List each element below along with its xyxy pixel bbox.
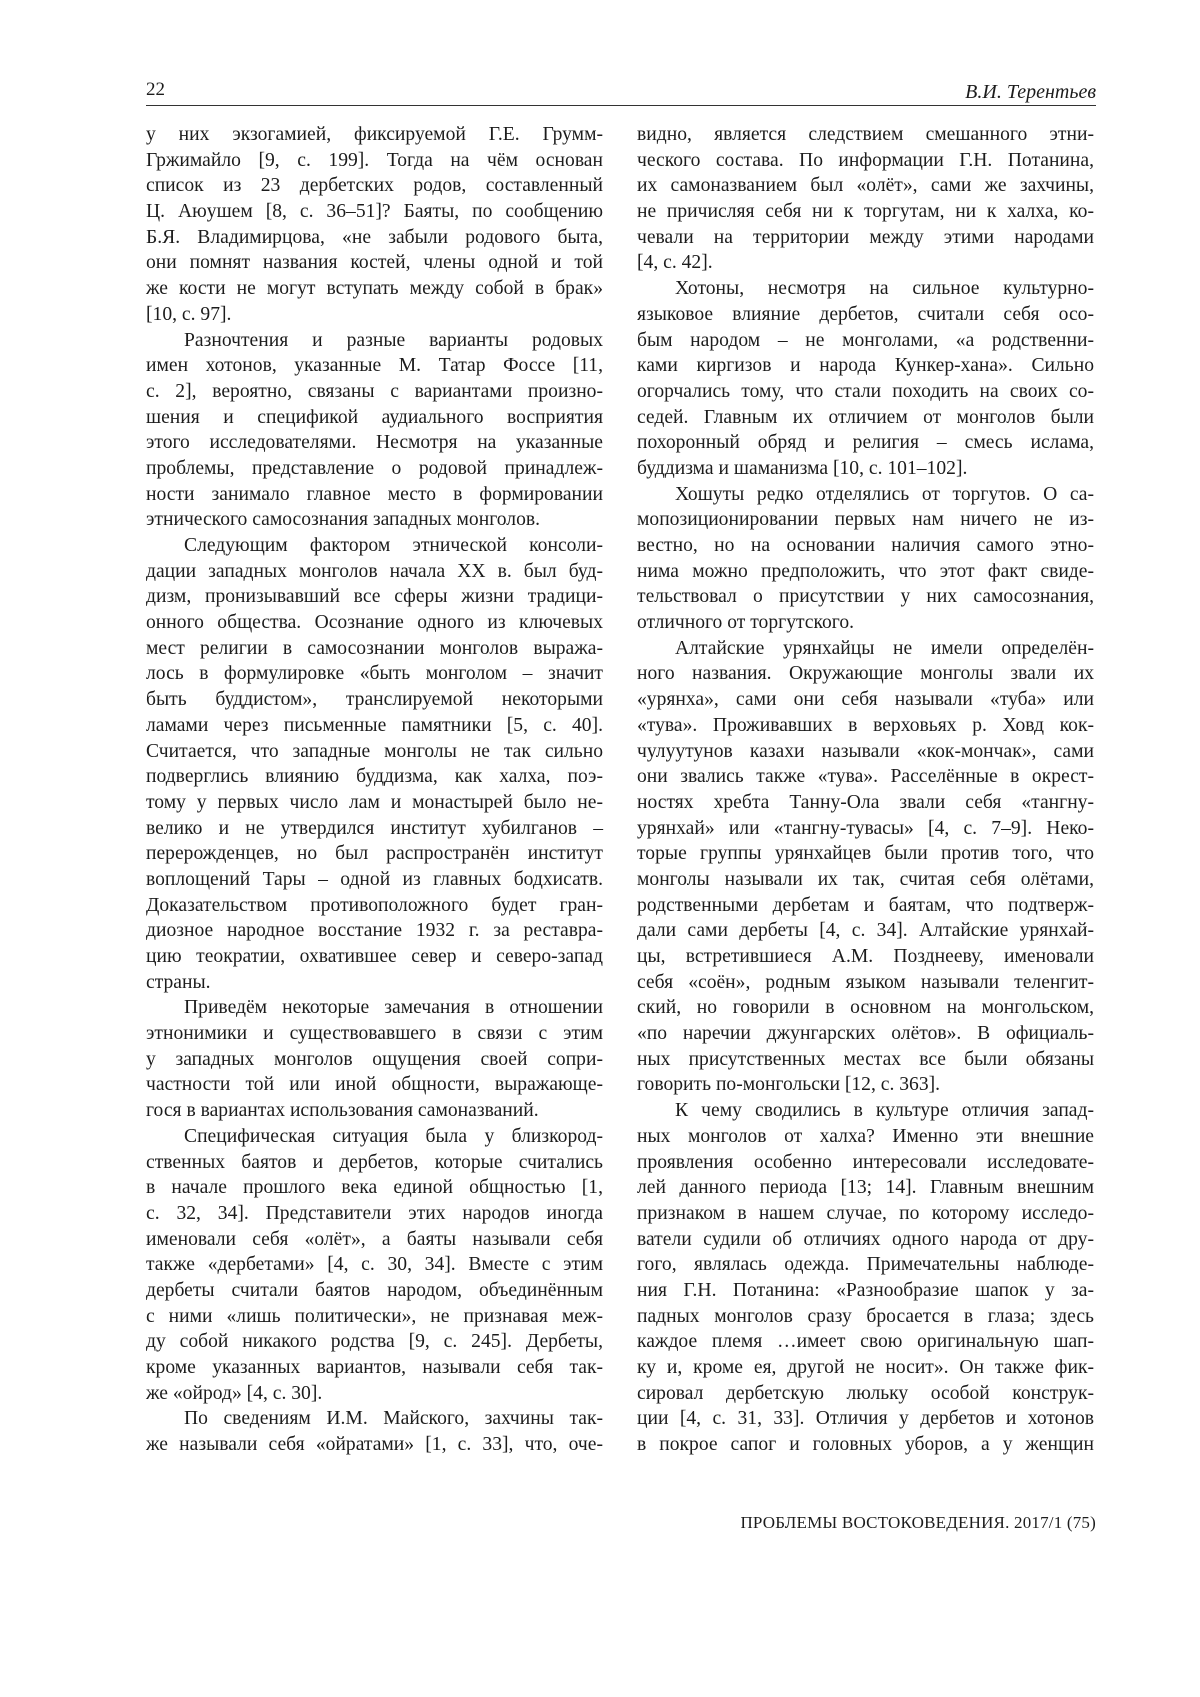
text-line: этнического самосознания западных монголов. xyxy=(146,509,541,531)
text-line: в начале прошлого века единой общностью [1, xyxy=(146,1177,603,1199)
text-line: их самоназванием был «олёт», сами же захчины, xyxy=(637,175,1094,197)
text-line: гого, являлась одежда. Примечательны наблюде- xyxy=(637,1254,1094,1276)
text-line: Хотоны, несмотря на сильное культурно- xyxy=(675,278,1094,300)
text-line: с. 2], вероятно, связаны с вариантами произно- xyxy=(146,380,603,402)
text-line: шения и спецификой аудиального восприятия xyxy=(146,406,603,428)
text-line: похоронный обряд и религия – смесь ислама, xyxy=(637,432,1094,454)
text-line: быть буддистом», транслируемой некоторыми xyxy=(146,689,603,711)
text-line: не причисляя себя ни к торгутам, ни к халха, ко- xyxy=(637,201,1094,223)
text-line: [4, с. 42]. xyxy=(637,252,713,274)
text-line: же называли себя «ойратами» [1, с. 33], что, оче- xyxy=(146,1434,603,1456)
text-line: гося в вариантах использования самоназваний. xyxy=(146,1100,539,1122)
text-line: [10, с. 97]. xyxy=(146,303,232,325)
text-line: с. 32, 34]. Представители этих народов иногда xyxy=(146,1202,603,1224)
text-line: буддизма и шаманизма [10, с. 101–102]. xyxy=(637,457,968,479)
text-line: ватели судили об отличиях одного народа от дру- xyxy=(637,1228,1094,1250)
journal-footer: ПРОБЛЕМЫ ВОСТОКОВЕДЕНИЯ. 2017/1 (75) xyxy=(740,1513,1096,1532)
text-line: Ц. Аюушем [8, с. 36–51]? Баяты, по сообщению xyxy=(146,201,603,223)
text-line: вестно, но на основании наличия самого этно- xyxy=(637,535,1094,556)
text-line: перерожденцев, но был распространён институт xyxy=(146,843,603,865)
text-line: список из 23 дербетских родов, составленный xyxy=(146,175,603,197)
text-line: видно, является следствием смешанного этни- xyxy=(637,124,1094,145)
text-line: ных монголов от халха? Именно эти внешние xyxy=(637,1125,1094,1147)
text-line: «по наречии джунгарских олётов». В официаль- xyxy=(637,1023,1094,1045)
text-line: Специфическая ситуация была у близкород- xyxy=(184,1125,603,1147)
text-line: ного названия. Окружающие монголы звали их xyxy=(637,663,1094,685)
text-line: дизм, пронизывавший все сферы жизни традици- xyxy=(146,586,603,608)
text-line: Хошуты редко отделялись от торгутов. О са- xyxy=(675,483,1094,505)
text-line: ческого состава. По информации Г.Н. Потанина, xyxy=(637,149,1094,171)
text-line: воплощений Тары – одной из главных бодхисатв. xyxy=(146,868,603,890)
text-line: диозное народное восстание 1932 г. за реставра- xyxy=(146,920,603,942)
text-line: тельствовал о присутствии у них самосознания, xyxy=(637,586,1094,608)
text-line: ности занимало главное место в формировании xyxy=(146,483,603,505)
text-line: подверглись влиянию буддизма, как халха, поэ- xyxy=(146,766,603,788)
text-line: у западных монголов ощущения своей сопри- xyxy=(146,1048,603,1070)
text-line: седей. Главным их отличием от монголов были xyxy=(637,406,1094,428)
text-line: ками киргизов и народа Кункер-хана». Сильно xyxy=(637,355,1094,377)
text-line: падных монголов сразу бросается в глаза; здесь xyxy=(637,1305,1094,1327)
text-line: ния Г.Н. Потанина: «Разнообразие шапок у за- xyxy=(637,1279,1094,1301)
text-line: Б.Я. Владимирцова, «не забыли родового быта, xyxy=(146,226,603,248)
text-line: сировал дербетскую люльку особой конструк- xyxy=(637,1382,1094,1404)
text-line: у них экзогамией, фиксируемой Г.Е. Грумм- xyxy=(146,124,603,145)
text-line: Гржимайло [9, с. 199]. Тогда на чём основан xyxy=(146,149,603,171)
text-line: проявления особенно интересовали исследовате- xyxy=(637,1151,1094,1173)
text-line: онного общества. Осознание одного из ключевых xyxy=(146,612,603,634)
text-line: Приведём некоторые замечания в отношении xyxy=(184,997,603,1019)
text-line: ных присутственных местах все были обязаны xyxy=(637,1048,1094,1070)
header-rule xyxy=(146,105,1096,106)
text-line: лось в формулировке «быть монголом – значит xyxy=(146,663,603,685)
text-line: велико и не утвердился институт хубилганов – xyxy=(146,817,603,839)
text-line: имен хотонов, указанные М. Татар Фоссе [11, xyxy=(146,355,603,377)
text-line: же «ойрод» [4, с. 30]. xyxy=(146,1382,323,1404)
text-line: этнонимики и существовавшего в связи с этим xyxy=(146,1023,603,1045)
text-line: мопозиционировании первых нам ничего не из- xyxy=(637,509,1094,531)
text-line: ду собой никакого родства [9, с. 245]. Дербеты, xyxy=(146,1331,603,1353)
text-line: именовали себя «олёт», а баяты называли себя xyxy=(146,1228,603,1250)
page-number: 22 xyxy=(146,79,165,100)
text-line: отличного от торгутского. xyxy=(637,612,855,634)
text-line: чулуутунов казахи называли «кок-мончак», сами xyxy=(637,740,1094,762)
text-line: признаком в нашем случае, по которому исследо- xyxy=(637,1202,1094,1224)
text-line: ностях хребта Танну-Ола звали себя «тангну- xyxy=(637,791,1094,813)
text-line: огорчались тому, что стали походить на своих со- xyxy=(637,380,1094,402)
text-line: с ними «лишь политически», не признавая меж- xyxy=(146,1305,603,1327)
text-column-right xyxy=(637,122,1094,1458)
text-line: этого исследователями. Несмотря на указанные xyxy=(146,432,603,454)
text-line: дербеты считали баятов народом, объединённым xyxy=(146,1279,603,1301)
text-line: Следующим фактором этнической консоли- xyxy=(184,535,603,556)
text-line: цию теократии, охватившее север и северо-запад xyxy=(146,946,603,967)
text-line: же кости не могут вступать между собой в брак» xyxy=(146,278,603,300)
text-line: ский, но говорили в основном на монгольском, xyxy=(637,997,1094,1019)
text-line: частности той или иной общности, выражающе- xyxy=(146,1074,603,1096)
text-line: каждое племя …имеет свою оригинальную шап- xyxy=(637,1331,1094,1353)
text-line: в покрое сапог и головных уборов, а у женщин xyxy=(637,1434,1094,1456)
text-line: говорить по-монгольски [12, с. 363]. xyxy=(637,1074,941,1096)
text-line: они помнят названия костей, члены одной и той xyxy=(146,252,603,274)
text-line: тому у первых число лам и монастырей было не- xyxy=(146,791,603,813)
text-column-left xyxy=(146,122,603,1458)
text-line: лей данного периода [13; 14]. Главным внешним xyxy=(637,1177,1094,1199)
text-line: дали сами дербеты [4, с. 34]. Алтайские урянхай- xyxy=(637,920,1094,942)
text-line: дации западных монголов начала XX в. был буд- xyxy=(146,560,603,582)
text-line: цы, встретившиеся А.М. Позднееву, именовали xyxy=(637,946,1094,967)
text-line: кроме указанных вариантов, называли себя так- xyxy=(146,1357,603,1378)
text-line: себя «соён», родным языком называли теленгит- xyxy=(637,971,1094,993)
text-line: также «дербетами» [4, с. 30, 34]. Вместе с этим xyxy=(146,1254,603,1276)
text-line: языковое влияние дербетов, считали себя осо- xyxy=(637,303,1094,325)
text-line: ственных баятов и дербетов, которые считались xyxy=(146,1151,603,1173)
text-line: Разночтения и разные варианты родовых xyxy=(184,329,603,351)
text-line: Алтайские урянхайцы не имели определён- xyxy=(675,637,1094,659)
text-line: «тува». Проживавших в верховьях р. Ховд кок- xyxy=(637,714,1094,736)
text-line: Доказательством противоположного будет гран- xyxy=(146,894,603,916)
text-line: они звались также «тува». Расселённые в окрест- xyxy=(637,766,1094,788)
text-line: Считается, что западные монголы не так сильно xyxy=(146,740,603,762)
text-line: бым народом – не монголами, «а родственни- xyxy=(637,329,1094,351)
text-line: нима можно предположить, что этот факт свиде- xyxy=(637,560,1094,582)
text-line: урянхай» или «тангну-тувасы» [4, с. 7–9]. Неко- xyxy=(637,817,1094,839)
text-line: родственными дербетам и баятам, что подтверж- xyxy=(637,894,1094,916)
text-line: «урянха», сами они себя называли «туба» или xyxy=(637,689,1094,711)
text-line: К чему сводились в культуре отличия запад- xyxy=(675,1100,1094,1122)
text-line: ку и, кроме ея, другой не носит». Он также фик- xyxy=(637,1357,1094,1378)
running-header-author: В.И. Терентьев xyxy=(965,81,1096,103)
text-line: мест религии в самосознании монголов выража- xyxy=(146,637,603,659)
text-line: По сведениям И.М. Майского, захчины так- xyxy=(184,1408,603,1430)
text-line: ламами через письменные памятники [5, с. 40]. xyxy=(146,714,603,736)
text-line: чевали на территории между этими народами xyxy=(637,226,1094,248)
text-line: торые группы урянхайцев были против того, что xyxy=(637,843,1094,865)
text-line: страны. xyxy=(146,971,211,993)
text-line: ции [4, с. 31, 33]. Отличия у дербетов и хотонов xyxy=(637,1408,1094,1430)
text-line: монголы называли их так, считая себя олётами, xyxy=(637,868,1094,890)
text-line: проблемы, представление о родовой принадлеж- xyxy=(146,457,603,479)
